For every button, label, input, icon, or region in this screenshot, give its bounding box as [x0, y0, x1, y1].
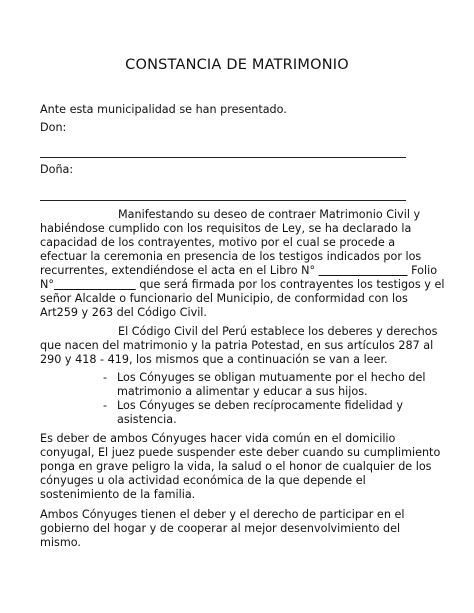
- bullet-dash-1: -: [103, 371, 108, 384]
- para1-line-6: [40, 278, 444, 292]
- libro-blank: [319, 264, 408, 277]
- para1-line-5-text: recurrentes, extendiéndose el acta en el Libro N°: [40, 264, 316, 277]
- para3-line-5: sostenimiento de la familia.: [40, 488, 196, 501]
- para2-line-2: que nacen del matrimonio y la patria Potestad, en sus artículos 287 al: [40, 339, 434, 352]
- intro-text: Ante esta municipalidad se han presentado.: [40, 103, 287, 116]
- para1-line-8: Art259 y 263 del Código Civil.: [40, 306, 207, 319]
- bullet-dash-2: -: [103, 399, 108, 412]
- para3-line-1: Es deber de ambos Cónyuges hacer vida común en el domicilio: [40, 432, 396, 445]
- document-title: CONSTANCIA DE MATRIMONIO: [125, 57, 349, 73]
- para4-line-1: Ambos Cónyuges tienen el deber y el derecho de participar en el: [40, 508, 405, 521]
- bullet-1-line-2: matrimonio a alimentar y educar a sus hijos.: [117, 385, 368, 398]
- para1-line-2: habiéndose cumplido con los requisitos de Ley, se ha declarado la: [40, 222, 412, 235]
- dona-blank-line: [40, 200, 406, 201]
- para4-line-3: mismo.: [40, 536, 81, 549]
- para3-line-2: conyugal, El juez puede suspender este deber cuando su cumplimiento: [40, 446, 441, 459]
- para1-line-4: efectuar la ceremonia en presencia de los testigos indicados por los: [40, 250, 422, 263]
- bullet-2-line-2: asistencia.: [117, 413, 177, 426]
- para2-line-3: 290 y 418 - 419, los mismos que a continuación se van a leer.: [40, 353, 388, 366]
- dona-label: Doña:: [40, 163, 74, 176]
- folio-label: Folio: [411, 264, 438, 277]
- para1-line-1: Manifestando su deseo de contraer Matrimonio Civil y: [118, 208, 421, 221]
- bullet-2-line-1: Los Cónyuges se deben recíprocamente fidelidad y: [117, 399, 403, 412]
- para3-line-3: ponga en grave peligro la vida, la salud o el honor de cualquier de los: [40, 460, 432, 473]
- para1-line-7: señor Alcalde o funcionario del Municipio, de conformidad con los: [40, 292, 408, 305]
- para3-line-4: cónyuges u ola actividad económica de la que depende el: [40, 474, 366, 487]
- folio-blank: [54, 278, 136, 291]
- para1-line-6-text: que será firmada por los contrayentes los testigos y el: [139, 278, 445, 291]
- folio-number-label: N°: [40, 278, 54, 291]
- don-label: Don:: [40, 121, 67, 134]
- para1-line-5: [40, 264, 437, 278]
- para1-line-3: capacidad de los contrayentes, motivo por el cual se procede a: [40, 236, 396, 249]
- don-blank-line: [40, 157, 406, 158]
- para4-line-2: gobierno del hogar y de cooperar al mejor desenvolvimiento del: [40, 522, 401, 535]
- para2-line-1: El Código Civil del Perú establece los deberes y derechos: [118, 325, 438, 338]
- bullet-1-line-1: Los Cónyuges se obligan mutuamente por el hecho del: [117, 371, 426, 384]
